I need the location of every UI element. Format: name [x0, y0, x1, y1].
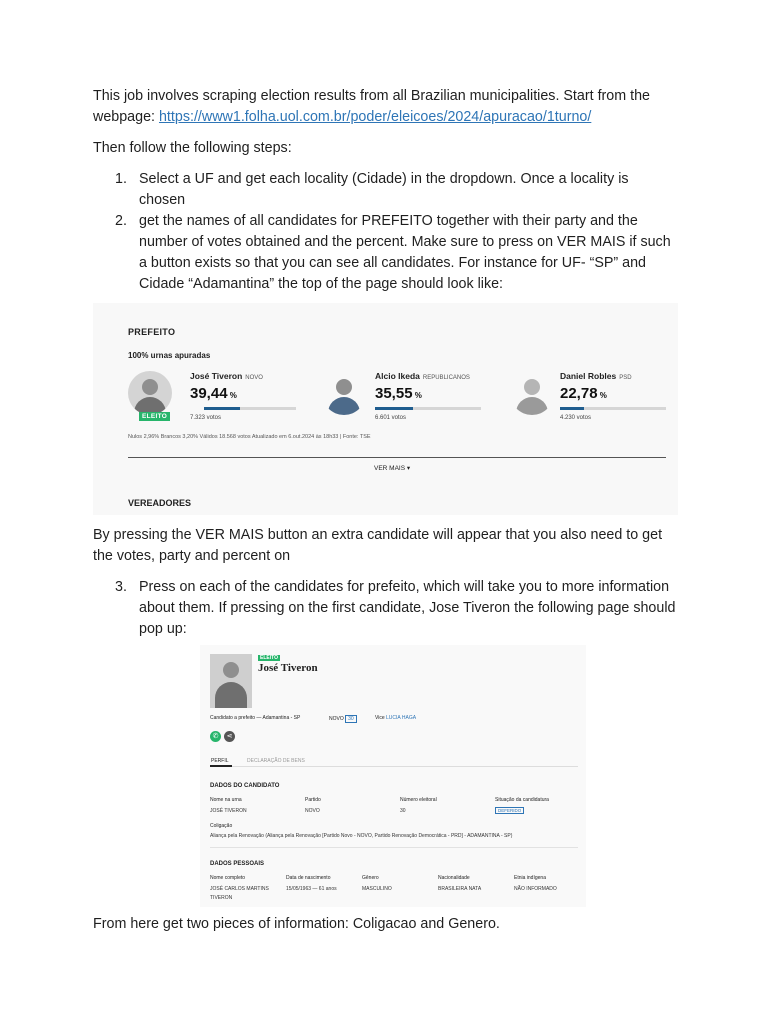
candidate-name: Alcio Ikeda REPUBLICANOS [375, 371, 470, 381]
prefeito-results-screenshot [93, 303, 678, 515]
ver-mais-paragraph: By pressing the VER MAIS button an extra candidate will appear that you also need to get the votes, party and percent on [93, 527, 663, 564]
candidate-name: José Tiveron [258, 662, 318, 674]
candidate-votes: 7.323 votos [190, 415, 222, 421]
step-1: 1. Select a UF and get each locality (Cidade) in the dropdown. Once a locality is chosen [115, 171, 629, 208]
field-label: Nome na urna [210, 797, 242, 803]
candidate-photo [322, 371, 366, 415]
field-label: Data de nascimento [286, 875, 331, 881]
vote-bar [560, 407, 666, 410]
divider [210, 847, 578, 848]
field-value: NOVO [305, 808, 320, 814]
document-body-3 [93, 914, 678, 945]
candidate-card[interactable] [128, 369, 303, 429]
field-value: NÃO INFORMADO [514, 886, 557, 892]
field-label: Situação da candidatura [495, 797, 549, 803]
eleito-badge: ELEITO [260, 655, 278, 661]
candidate-party: REPUBLICANOS [422, 375, 470, 381]
share-icon[interactable]: ⋖ [224, 731, 235, 742]
field-label: Número eleitoral [400, 797, 437, 803]
field-label: Etnia indígena [514, 875, 546, 881]
vote-bar [204, 407, 296, 410]
field-value: MASCULINO [362, 886, 392, 892]
field-label: Gênero [362, 875, 379, 881]
vote-bar-fill [375, 407, 413, 410]
document-body [93, 86, 678, 295]
status-badge: DEFERIDO [495, 807, 524, 814]
candidate-party: NOVO 30 [329, 715, 357, 723]
candidate-votes: 4.230 votos [560, 415, 592, 421]
tab-active-indicator [210, 765, 232, 767]
field-label: Nacionalidade [438, 875, 470, 881]
folha-link[interactable]: https://www1.folha.uol.com.br/poder/eleicoes/2024/apuracao/1turno/ [158, 109, 592, 125]
candidate-party: NOVO [245, 375, 263, 381]
candidate-votes: 6.601 votos [375, 415, 407, 421]
tab-underline [210, 766, 578, 767]
candidate-cargo: Candidato a prefeito — Adamantina - SP [210, 715, 301, 721]
candidate-card[interactable] [318, 369, 493, 429]
candidate-name: José Tiveron NOVO [190, 371, 263, 381]
field-label: Nome completo [210, 875, 246, 881]
field-label: Coligação [210, 823, 233, 829]
tab-declaracao-de-bens[interactable]: DECLARAÇÃO DE BENS [247, 758, 305, 764]
candidate-profile-screenshot [200, 645, 586, 907]
candidate-percent: 35,55 % [375, 385, 422, 402]
intro-text: This job involves scraping election results from all Brazilian municipalities. Start from the webpage: [93, 88, 651, 125]
prefeito-heading: PREFEITO [128, 327, 176, 337]
urnas-apuradas: 100% urnas apuradas [128, 351, 211, 360]
results-footer: Nulos 2,96% Brancos 3,20% Válidos 18.568 votos Atualizado em 6.out.2024 às 18h33 | Fonte: TSE [128, 434, 371, 440]
candidate-photo [128, 371, 172, 415]
candidate-name: Daniel Robles PSD [560, 371, 632, 381]
document-body-2 [93, 525, 678, 640]
vereadores-heading: VEREADORES [128, 498, 192, 508]
field-value: 30 [400, 808, 406, 814]
vice-link[interactable]: LUCIA HAGA [386, 715, 417, 721]
steps-list [93, 169, 678, 295]
candidate-percent: 39,44 % [190, 385, 237, 402]
field-value: JOSÉ CARLOS MARTINS [210, 886, 269, 892]
section-dados-candidato: DADOS DO CANDIDATO [210, 783, 280, 789]
field-value: 15/05/1963 — 61 anos [286, 886, 337, 892]
vote-bar-fill [204, 407, 240, 410]
ver-mais-button[interactable]: VER MAIS ▾ [374, 465, 411, 472]
field-value: BRASILEIRA NATA [438, 886, 482, 892]
candidate-percent: 22,78 % [560, 385, 607, 402]
tab-perfil[interactable]: PERFIL [211, 758, 229, 764]
candidate-card[interactable] [506, 369, 668, 429]
divider [128, 457, 666, 458]
vote-bar-fill [560, 407, 584, 410]
field-value: JOSÉ TIVERON [210, 808, 247, 814]
intro-paragraph [93, 86, 678, 128]
step-3: 3. Press on each of the candidates for prefeito, which will take you to more information about them. If pressing on the first candidate, Jose Tiveron the following page should pop up: [115, 579, 676, 637]
field-value: TIVERON [210, 895, 233, 901]
candidate-vice: Vice LUCIA HAGA [375, 715, 417, 721]
eleito-badge: ELEITO [139, 412, 170, 421]
coligacao-value: Aliança pela Renovação (Aliança pela Renovação [Partido Novo - NOVO, Partido Renovação Democrática - PRD] - ADAMANTINA - SP) [210, 833, 513, 839]
candidate-party: PSD [619, 375, 632, 381]
candidate-number: 30 [345, 715, 357, 723]
whatsapp-icon[interactable]: ✆ [210, 731, 221, 742]
candidate-photo [510, 371, 554, 415]
final-paragraph: From here get two pieces of information: Coligacao and Genero. [93, 916, 500, 932]
section-dados-pessoais: DADOS PESSOAIS [210, 861, 265, 867]
candidate-photo [210, 654, 252, 708]
vote-bar [375, 407, 481, 410]
step-2: 2. get the names of all candidates for PREFEITO together with their party and the number of votes obtained and the percent. Make sure to press on VER MAIS if such a button exists so that you can see all candidates. For instance for UF- “SP” and Cidade “Adamantina” the top of the page should look like: [115, 213, 671, 292]
steps-intro: Then follow the following steps: [93, 140, 292, 156]
steps-list-cont [93, 577, 678, 640]
field-label: Partido [305, 797, 321, 803]
